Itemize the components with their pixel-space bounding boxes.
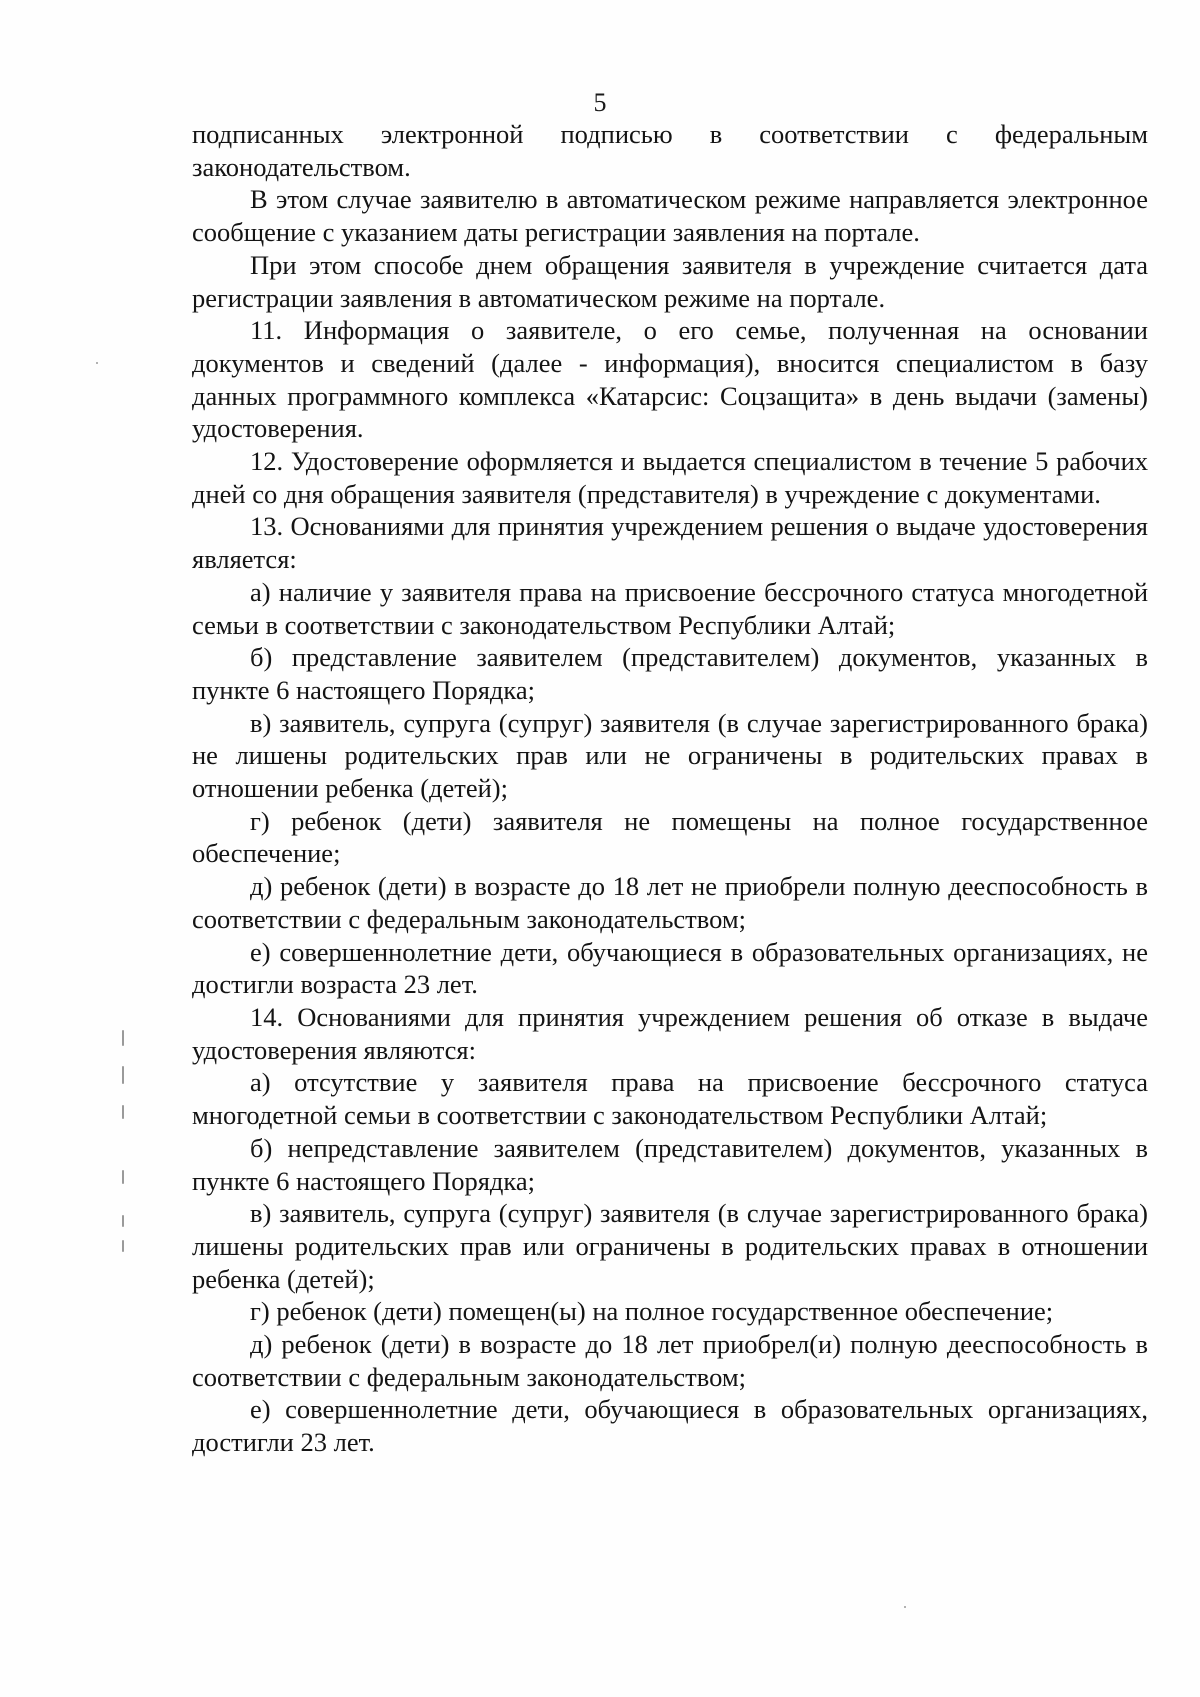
- clause-13: 13. Основаниями для принятия учреждением решения о выдаче удостоверения является:: [192, 511, 1148, 575]
- scan-speck: [122, 1030, 124, 1046]
- clause-13-item-a: а) наличие у заявителя права на присвоение бессрочного статуса многодетной семьи в соответствии с законодательством Республики Алтай;: [192, 576, 1148, 640]
- scan-speck: [122, 1215, 124, 1227]
- clause-13-item-d: д) ребенок (дети) в возрасте до 18 лет не приобрели полную дееспособность в соответствии с федеральным законодательством;: [192, 871, 1148, 934]
- clause-13-item-v: в) заявитель, супруга (супруг) заявителя (в случае зарегистрированного брака) не лишены родительских прав или не ограничены в родительских правах в отношении ребенка (детей);: [192, 707, 1148, 804]
- scan-speck: [122, 1170, 124, 1184]
- clause-12: 12. Удостоверение оформляется и выдается специалистом в течение 5 рабочих дней со дня обращения заявителя (представителя) в учреждение с документами.: [192, 446, 1148, 509]
- clause-14-item-b: б) непредставление заявителем (представителем) документов, указанных в пункте 6 настоящего Порядка;: [192, 1132, 1148, 1196]
- clause-14-item-e: е) совершеннолетние дети, обучающиеся в образовательных организациях, достигли 23 лет.: [192, 1394, 1148, 1458]
- scan-speck: [122, 1066, 124, 1084]
- clause-13-item-b: б) представление заявителем (представителем) документов, указанных в пункте 6 настоящего Порядка;: [192, 642, 1148, 705]
- clause-13-item-g: г) ребенок (дети) заявителя не помещены на полное государственное обеспечение;: [192, 805, 1148, 869]
- scan-speck: [96, 362, 98, 364]
- scan-speck: [122, 1105, 124, 1119]
- clause-14-item-d: д) ребенок (дети) в возрасте до 18 лет приобрел(и) полную дееспособность в соответствии с федеральным законодательством;: [192, 1329, 1148, 1392]
- clause-13-item-e: е) совершеннолетние дети, обучающиеся в образовательных организациях, не достигли возраста 23 лет.: [192, 936, 1148, 1000]
- page-number: 5: [593, 88, 607, 117]
- clause-14-item-v: в) заявитель, супруга (супруг) заявителя (в случае зарегистрированного брака) лишены родительских прав или ограничены в родительских правах в отношении ребенка (детей);: [192, 1198, 1148, 1294]
- clause-14-item-g: г) ребенок (дети) помещен(ы) на полное государственное обеспечение;: [250, 1296, 1054, 1327]
- scan-speck: [122, 1240, 124, 1252]
- paragraph-notification: В этом случае заявителю в автоматическом режиме направляется электронное сообщение с указанием даты регистрации заявления на портале.: [192, 184, 1148, 248]
- clause-14: 14. Основаниями для принятия учреждением решения об отказе в выдаче удостоверения являются:: [192, 1001, 1148, 1065]
- paragraph-continuation: подписанных электронной подписью в соответствии с федеральным законодательством.: [192, 119, 1148, 182]
- scan-speck: [904, 1606, 906, 1608]
- clause-14-item-a: а) отсутствие у заявителя права на присвоение бессрочного статуса многодетной семьи в соответствии с законодательством Республики Алтай;: [192, 1067, 1148, 1131]
- clause-11: 11. Информация о заявителе, о его семье, полученная на основании документов и сведений (далее - информация), вносится специалистом в базу данных программного комплекса «Катарсис: Соцзащита» в день выдачи (замены) удостоверения.: [192, 315, 1148, 444]
- paragraph-application-date: При этом способе днем обращения заявителя в учреждение считается дата регистрации заявления в автоматическом режиме на портале.: [192, 249, 1148, 313]
- document-body: [192, 118, 1148, 1459]
